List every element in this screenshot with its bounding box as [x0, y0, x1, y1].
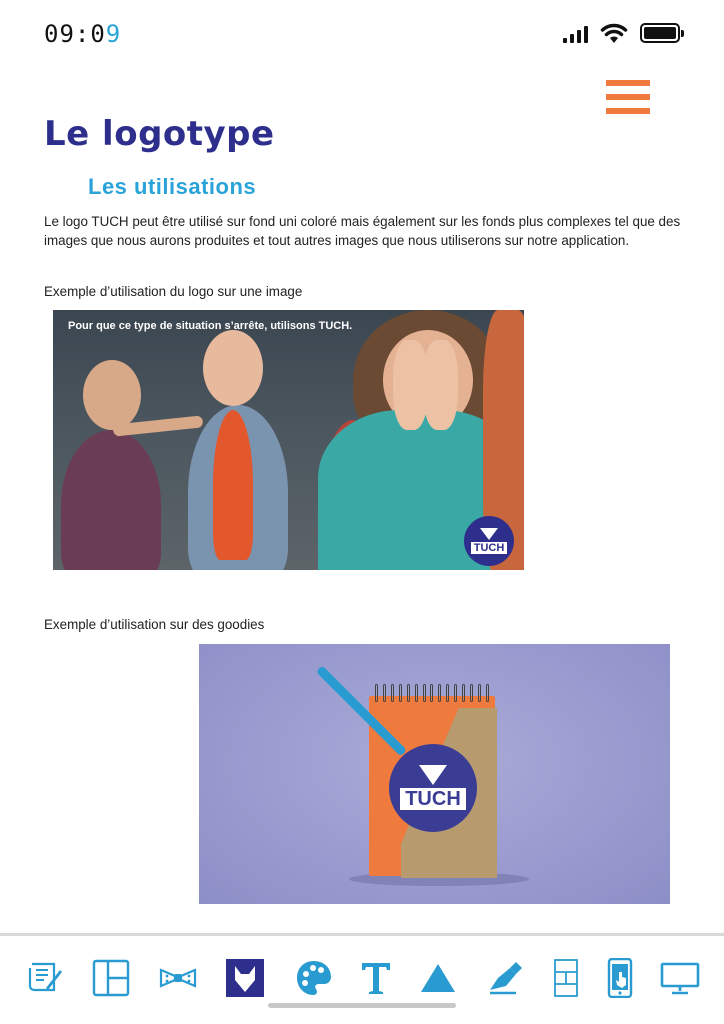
image-example-caption: Exemple d’utilisation du logo sur une image [44, 284, 303, 299]
palette-icon[interactable] [294, 958, 334, 998]
layout-grid-icon[interactable] [91, 958, 131, 998]
notebook [369, 696, 495, 876]
fox-icon [419, 765, 447, 785]
tuch-logo-notebook: TUCH [389, 744, 477, 832]
bow-tie-icon[interactable] [158, 958, 198, 998]
mobile-touch-icon[interactable] [600, 958, 640, 998]
triangle-icon[interactable] [418, 958, 458, 998]
page-title: Le logotype [44, 114, 275, 154]
menu-button[interactable] [606, 80, 650, 114]
status-time: 09:09 [44, 20, 122, 48]
text-icon[interactable] [356, 958, 396, 998]
fox-logo-icon[interactable] [225, 958, 265, 998]
wireframe-icon[interactable] [546, 958, 586, 998]
wifi-icon [600, 22, 628, 44]
desktop-icon[interactable] [660, 958, 700, 998]
pen-icon[interactable] [486, 958, 526, 998]
signal-icon [563, 23, 588, 43]
battery-icon [640, 23, 680, 43]
home-indicator[interactable] [268, 1003, 456, 1008]
section-title: Les utilisations [88, 174, 257, 199]
photo-overlay-text: Pour que ce type de situation s’arrête, utilisons TUCH. [68, 320, 353, 332]
status-icons [563, 22, 680, 44]
intro-paragraph: Le logo TUCH peut être utilisé sur fond uni coloré mais également sur les fonds plus complexes tel que des images que nous aurons produites et tout autres images que nous utiliserons sur notre application. [44, 214, 681, 248]
fox-icon [480, 528, 498, 540]
children-photo [53, 310, 524, 570]
bottom-toolbar [0, 933, 724, 1024]
goodies-example-caption: Exemple d’utilisation sur des goodies [44, 617, 265, 632]
notebook-photo [199, 644, 670, 904]
tuch-logo-badge: TUCH [464, 516, 514, 566]
scroll-edit-icon[interactable] [24, 958, 64, 998]
